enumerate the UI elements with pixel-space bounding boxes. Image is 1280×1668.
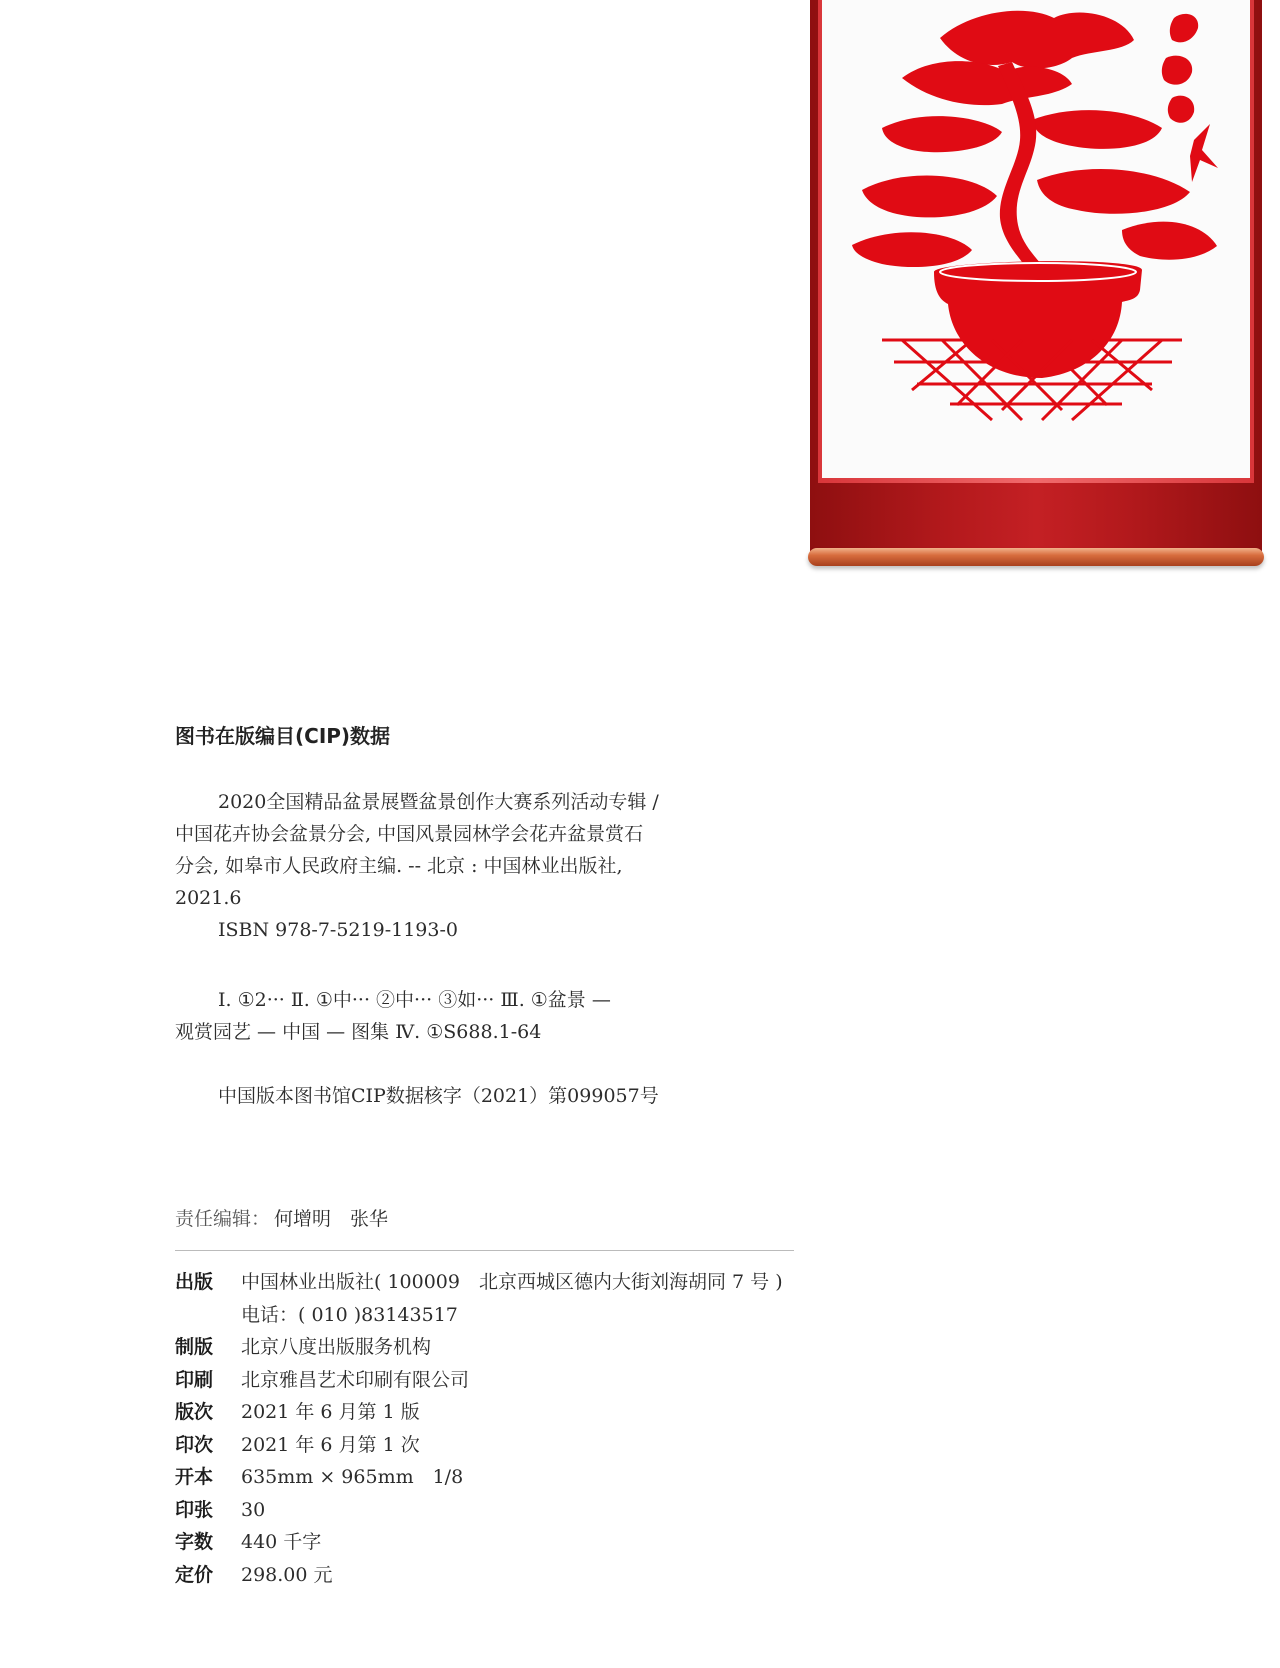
cip-heading: 图书在版编目(CIP)数据 — [175, 724, 391, 748]
colophon-key: 印刷 — [175, 1368, 214, 1391]
colophon-value: 440 千字 — [241, 1531, 322, 1553]
colophon-key: 字数 — [175, 1531, 214, 1553]
colophon-value: 北京雅昌艺术印刷有限公司 — [241, 1368, 470, 1391]
cip-line-3: 分会, 如皋市人民政府主编. -- 北京 : 中国林业出版社, — [175, 855, 623, 877]
colophon-value: 2021 年 6 月第 1 版 — [241, 1401, 420, 1423]
colophon-value: 298.00 元 — [241, 1563, 333, 1586]
cip-record — [175, 786, 735, 946]
colophon-key: 版次 — [175, 1401, 214, 1423]
colophon-key: 制版 — [175, 1336, 214, 1358]
bonsai-papercut-image — [822, 0, 1250, 478]
colophon-key: 开本 — [175, 1466, 214, 1488]
cip-subjects — [175, 984, 735, 1048]
cip-line-2: 中国花卉协会盆景分会, 中国风景园林学会花卉盆景赏石 — [175, 823, 644, 845]
scroll-rod — [808, 548, 1264, 566]
colophon-value: 电话：( 010 )83143517 — [241, 1303, 458, 1326]
colophon-value: 北京八度出版服务机构 — [241, 1336, 432, 1358]
colophon-row-phone — [175, 1299, 875, 1332]
colophon-value: 30 — [241, 1498, 266, 1521]
responsible-editors — [175, 1204, 388, 1231]
colophon-row-publisher — [175, 1266, 875, 1299]
cip-verification: 中国版本图书馆CIP数据核字（2021）第099057号 — [218, 1085, 659, 1107]
editors-label: 责任编辑： — [175, 1208, 271, 1230]
colophon-key: 印次 — [175, 1433, 214, 1456]
colophon-row-wordcount — [175, 1526, 875, 1559]
colophon-row-prepress — [175, 1331, 875, 1364]
colophon-value: 2021 年 6 月第 1 次 — [241, 1433, 420, 1456]
bonsai-scroll-painting — [810, 0, 1262, 568]
cip-line-1: 2020全国精品盆景展暨盆景创作大赛系列活动专辑 / — [218, 791, 659, 813]
colophon-value: 中国林业出版社( 100009 北京西城区德内大街刘海胡同 7 号 ) — [241, 1271, 783, 1293]
colophon-row-printer — [175, 1364, 875, 1397]
colophon-row-sheets — [175, 1494, 875, 1527]
isbn: ISBN 978-7-5219-1193-0 — [218, 919, 458, 941]
colophon-row-price — [175, 1559, 875, 1592]
colophon — [175, 1266, 875, 1591]
colophon-key — [175, 1299, 241, 1332]
colophon-row-printing — [175, 1429, 875, 1462]
editors-names: 何增明 张华 — [274, 1208, 389, 1230]
colophon-row-edition — [175, 1396, 875, 1429]
colophon-value: 635mm × 965mm 1/8 — [241, 1466, 464, 1488]
cip-verification-block — [175, 1080, 735, 1112]
subject-line-1: Ⅰ. ①2··· Ⅱ. ①中··· ②中··· ③如··· Ⅲ. ①盆景 — — [218, 989, 611, 1011]
colophon-row-format — [175, 1461, 875, 1494]
cip-line-4: 2021.6 — [175, 887, 242, 909]
subject-line-2: 观赏园艺 — 中国 — 图集 Ⅳ. ①S688.1-64 — [175, 1021, 542, 1043]
colophon-key: 出版 — [175, 1271, 214, 1293]
colophon-key: 印张 — [175, 1498, 214, 1521]
colophon-key: 定价 — [175, 1563, 214, 1586]
divider — [175, 1250, 794, 1251]
